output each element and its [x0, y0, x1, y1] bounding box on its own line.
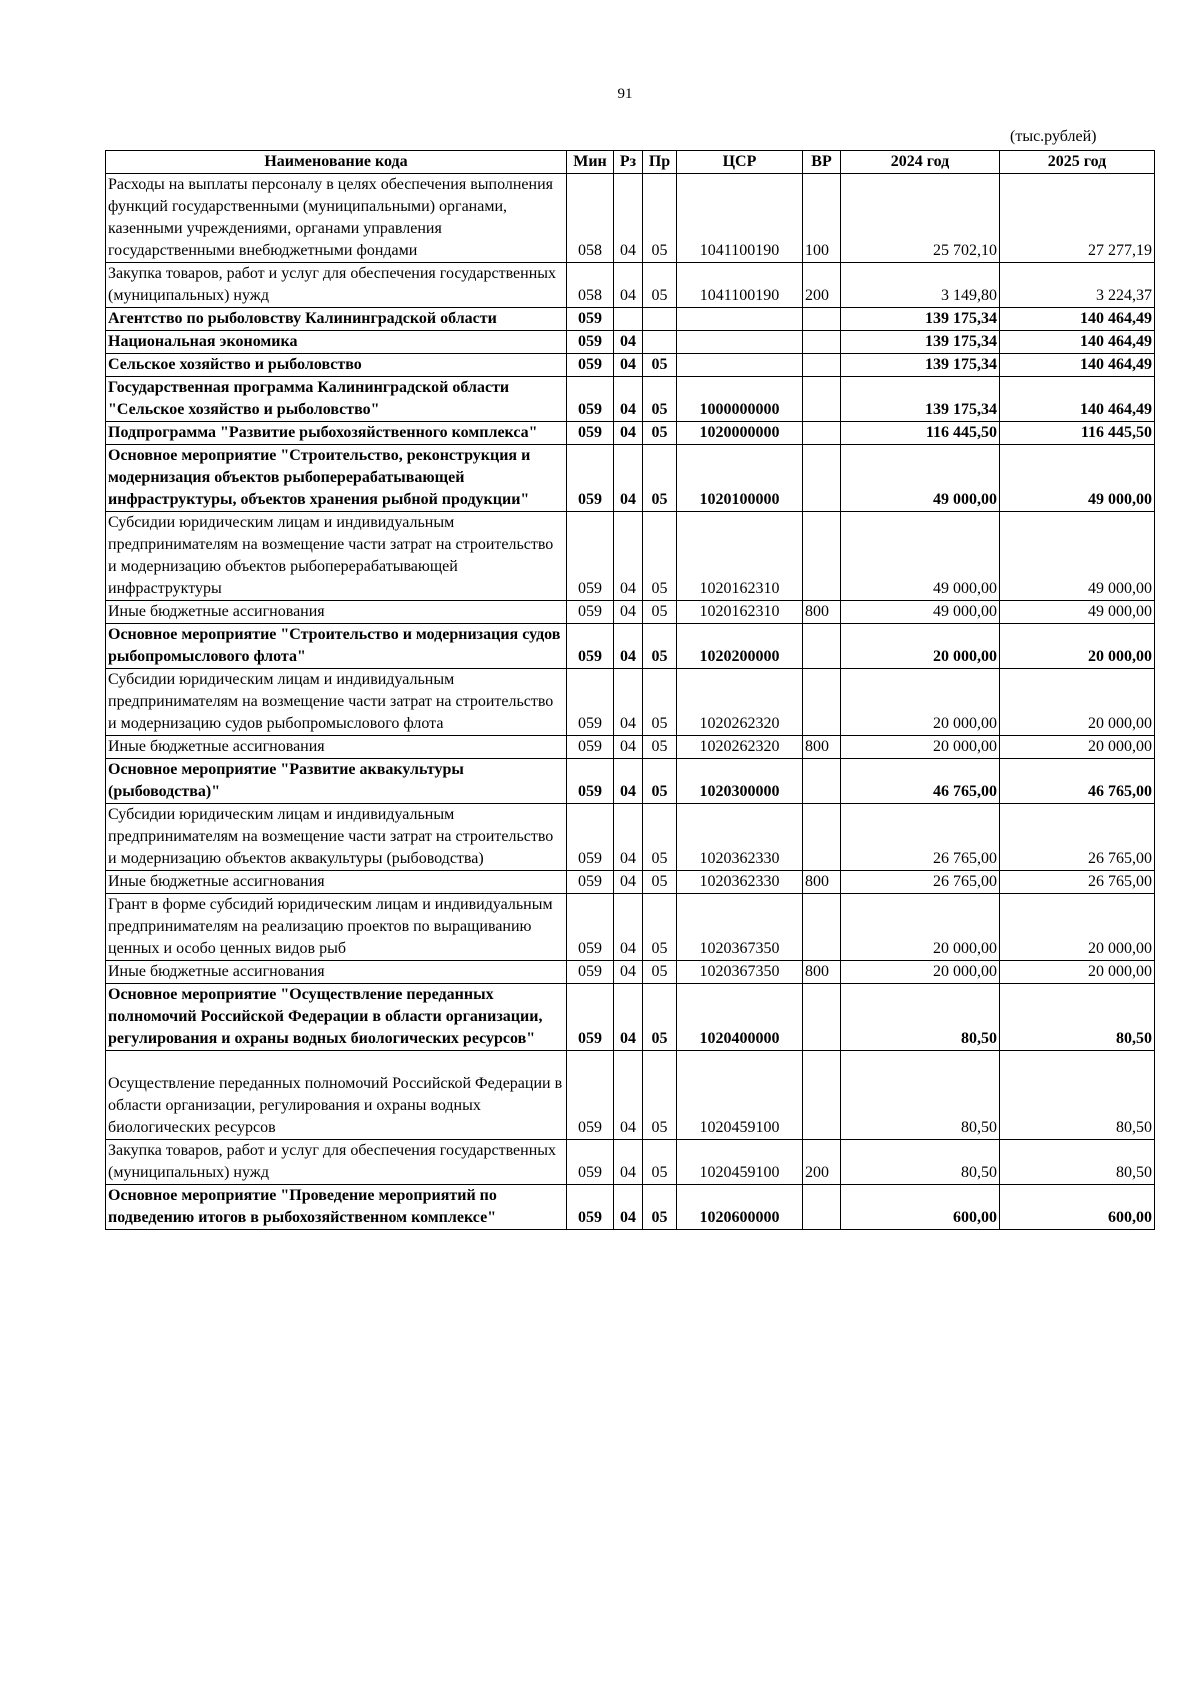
units-label: (тыс.рублей) — [1010, 128, 1097, 145]
cell-vr — [803, 804, 841, 871]
cell-csr: 1020362330 — [677, 804, 803, 871]
cell-2024: 139 175,34 — [841, 377, 1000, 422]
cell-pr: 05 — [643, 984, 677, 1051]
cell-2025: 26 765,00 — [1000, 804, 1155, 871]
cell-min: 059 — [567, 871, 614, 894]
cell-pr: 05 — [643, 422, 677, 445]
cell-2025: 80,50 — [1000, 1140, 1155, 1185]
cell-pr: 05 — [643, 894, 677, 961]
cell-vr — [803, 984, 841, 1051]
table-row — [106, 624, 1155, 669]
cell-2025: 140 464,49 — [1000, 331, 1155, 354]
cell-pr: 05 — [643, 601, 677, 624]
cell-min: 059 — [567, 759, 614, 804]
table-row — [106, 1140, 1155, 1185]
table-row — [106, 422, 1155, 445]
cell-2024: 139 175,34 — [841, 308, 1000, 331]
table-row — [106, 445, 1155, 512]
cell-name: Закупка товаров, работ и услуг для обеспечения государственных (муниципальных) нужд — [106, 263, 567, 308]
cell-2024: 49 000,00 — [841, 601, 1000, 624]
cell-2025: 46 765,00 — [1000, 759, 1155, 804]
cell-2025: 600,00 — [1000, 1185, 1155, 1230]
cell-csr — [677, 354, 803, 377]
budget-table — [105, 150, 1155, 1230]
table-row — [106, 512, 1155, 601]
cell-min: 058 — [567, 263, 614, 308]
cell-rz — [614, 308, 643, 331]
cell-vr: 800 — [803, 871, 841, 894]
cell-min: 059 — [567, 736, 614, 759]
cell-vr: 800 — [803, 961, 841, 984]
cell-name: Расходы на выплаты персоналу в целях обеспечения выполнения функций государственными (муниципальными) органами, казенными учреждениями, органами управления государственными внебюджетными фондами — [106, 174, 567, 263]
cell-min: 059 — [567, 804, 614, 871]
cell-2024: 26 765,00 — [841, 871, 1000, 894]
table-row — [106, 377, 1155, 422]
cell-min: 059 — [567, 1185, 614, 1230]
cell-name: Иные бюджетные ассигнования — [106, 961, 567, 984]
cell-name: Государственная программа Калининградской области "Сельское хозяйство и рыболовство" — [106, 377, 567, 422]
cell-csr: 1041100190 — [677, 174, 803, 263]
cell-rz: 04 — [614, 354, 643, 377]
header-2024: 2024 год — [841, 151, 1000, 174]
cell-pr: 05 — [643, 736, 677, 759]
cell-vr: 200 — [803, 1140, 841, 1185]
cell-rz: 04 — [614, 1140, 643, 1185]
cell-2025: 20 000,00 — [1000, 624, 1155, 669]
cell-name: Грант в форме субсидий юридическим лицам и индивидуальным предпринимателям на реализацию проектов по выращиванию ценных и особо ценных видов рыб — [106, 894, 567, 961]
cell-name: Агентство по рыболовству Калининградской области — [106, 308, 567, 331]
table-row — [106, 961, 1155, 984]
header-vr: ВР — [803, 151, 841, 174]
cell-pr: 05 — [643, 871, 677, 894]
cell-min: 059 — [567, 984, 614, 1051]
cell-pr — [643, 308, 677, 331]
cell-name: Осуществление переданных полномочий Российской Федерации в области организации, регулирования и охраны водных биологических ресурсов — [106, 1051, 567, 1140]
cell-csr: 1020367350 — [677, 894, 803, 961]
header-rz: Рз — [614, 151, 643, 174]
cell-2024: 80,50 — [841, 984, 1000, 1051]
cell-csr: 1041100190 — [677, 263, 803, 308]
cell-rz: 04 — [614, 512, 643, 601]
cell-min: 059 — [567, 894, 614, 961]
cell-vr — [803, 445, 841, 512]
cell-csr: 1020000000 — [677, 422, 803, 445]
header-name: Наименование кода — [106, 151, 567, 174]
cell-name: Основное мероприятие "Развитие аквакультуры (рыбоводства)" — [106, 759, 567, 804]
cell-pr: 05 — [643, 445, 677, 512]
cell-rz: 04 — [614, 894, 643, 961]
cell-pr: 05 — [643, 354, 677, 377]
cell-csr: 1020162310 — [677, 601, 803, 624]
cell-2025: 3 224,37 — [1000, 263, 1155, 308]
table-row — [106, 174, 1155, 263]
cell-name: Иные бюджетные ассигнования — [106, 871, 567, 894]
cell-2025: 140 464,49 — [1000, 377, 1155, 422]
cell-vr: 100 — [803, 174, 841, 263]
table-row — [106, 331, 1155, 354]
cell-min: 059 — [567, 624, 614, 669]
cell-2024: 116 445,50 — [841, 422, 1000, 445]
cell-rz: 04 — [614, 263, 643, 308]
cell-2025: 140 464,49 — [1000, 308, 1155, 331]
table-row — [106, 354, 1155, 377]
cell-rz: 04 — [614, 984, 643, 1051]
cell-csr — [677, 308, 803, 331]
cell-vr — [803, 308, 841, 331]
cell-csr: 1000000000 — [677, 377, 803, 422]
table-header-row — [106, 151, 1155, 174]
cell-pr — [643, 331, 677, 354]
table-row — [106, 804, 1155, 871]
cell-rz: 04 — [614, 961, 643, 984]
cell-rz: 04 — [614, 174, 643, 263]
cell-2024: 600,00 — [841, 1185, 1000, 1230]
cell-vr — [803, 331, 841, 354]
cell-csr: 1020362330 — [677, 871, 803, 894]
cell-name: Иные бюджетные ассигнования — [106, 601, 567, 624]
cell-2025: 26 765,00 — [1000, 871, 1155, 894]
cell-rz: 04 — [614, 1051, 643, 1140]
cell-vr — [803, 512, 841, 601]
cell-name: Основное мероприятие "Строительство, реконструкция и модернизация объектов рыбоперерабатывающей инфраструктуры, объектов хранения рыбной продукции" — [106, 445, 567, 512]
cell-vr: 800 — [803, 736, 841, 759]
cell-name: Субсидии юридическим лицам и индивидуальным предпринимателям на возмещение части затрат на строительство и модернизацию судов рыбопромыслового флота — [106, 669, 567, 736]
cell-pr: 05 — [643, 512, 677, 601]
header-pr: Пр — [643, 151, 677, 174]
table-body — [106, 174, 1155, 1230]
cell-min: 059 — [567, 377, 614, 422]
table-row — [106, 984, 1155, 1051]
cell-csr: 1020367350 — [677, 961, 803, 984]
cell-2025: 49 000,00 — [1000, 601, 1155, 624]
cell-min: 059 — [567, 331, 614, 354]
cell-vr — [803, 377, 841, 422]
cell-min: 058 — [567, 174, 614, 263]
cell-rz: 04 — [614, 1185, 643, 1230]
cell-2025: 20 000,00 — [1000, 961, 1155, 984]
cell-pr: 05 — [643, 263, 677, 308]
cell-min: 059 — [567, 669, 614, 736]
cell-2024: 80,50 — [841, 1051, 1000, 1140]
cell-2024: 25 702,10 — [841, 174, 1000, 263]
cell-2025: 80,50 — [1000, 984, 1155, 1051]
cell-rz: 04 — [614, 669, 643, 736]
cell-csr: 1020600000 — [677, 1185, 803, 1230]
cell-min: 059 — [567, 308, 614, 331]
cell-csr: 1020162310 — [677, 512, 803, 601]
table-row — [106, 1185, 1155, 1230]
cell-pr: 05 — [643, 174, 677, 263]
cell-2024: 20 000,00 — [841, 624, 1000, 669]
cell-2025: 20 000,00 — [1000, 736, 1155, 759]
cell-min: 059 — [567, 601, 614, 624]
cell-pr: 05 — [643, 377, 677, 422]
cell-name: Субсидии юридическим лицам и индивидуальным предпринимателям на возмещение части затрат на строительство и модернизацию объектов аквакультуры (рыбоводства) — [106, 804, 567, 871]
header-2025: 2025 год — [1000, 151, 1155, 174]
table-row — [106, 736, 1155, 759]
cell-rz: 04 — [614, 871, 643, 894]
cell-min: 059 — [567, 445, 614, 512]
cell-rz: 04 — [614, 377, 643, 422]
table-row — [106, 308, 1155, 331]
cell-2025: 27 277,19 — [1000, 174, 1155, 263]
cell-vr — [803, 669, 841, 736]
cell-2024: 20 000,00 — [841, 961, 1000, 984]
cell-pr: 05 — [643, 1051, 677, 1140]
cell-2025: 49 000,00 — [1000, 445, 1155, 512]
cell-rz: 04 — [614, 445, 643, 512]
cell-2025: 20 000,00 — [1000, 669, 1155, 736]
cell-min: 059 — [567, 422, 614, 445]
cell-2024: 20 000,00 — [841, 894, 1000, 961]
cell-csr: 1020200000 — [677, 624, 803, 669]
cell-2025: 49 000,00 — [1000, 512, 1155, 601]
cell-rz: 04 — [614, 736, 643, 759]
table-row — [106, 669, 1155, 736]
header-min: Мин — [567, 151, 614, 174]
cell-vr: 200 — [803, 263, 841, 308]
cell-2024: 46 765,00 — [841, 759, 1000, 804]
cell-name: Сельское хозяйство и рыболовство — [106, 354, 567, 377]
cell-pr: 05 — [643, 624, 677, 669]
table-row — [106, 263, 1155, 308]
cell-name: Субсидии юридическим лицам и индивидуальным предпринимателям на возмещение части затрат на строительство и модернизацию объектов рыбоперерабатывающей инфраструктуры — [106, 512, 567, 601]
cell-2024: 20 000,00 — [841, 669, 1000, 736]
table-row — [106, 894, 1155, 961]
cell-2024: 26 765,00 — [841, 804, 1000, 871]
cell-vr — [803, 1185, 841, 1230]
cell-name: Основное мероприятие "Осуществление переданных полномочий Российской Федерации в области организации, регулирования и охраны водных биологических ресурсов" — [106, 984, 567, 1051]
cell-rz: 04 — [614, 331, 643, 354]
cell-name: Основное мероприятие "Строительство и модернизация судов рыбопромыслового флота" — [106, 624, 567, 669]
cell-csr: 1020100000 — [677, 445, 803, 512]
cell-csr: 1020300000 — [677, 759, 803, 804]
cell-rz: 04 — [614, 422, 643, 445]
cell-2025: 140 464,49 — [1000, 354, 1155, 377]
table-row — [106, 871, 1155, 894]
cell-csr: 1020400000 — [677, 984, 803, 1051]
cell-rz: 04 — [614, 804, 643, 871]
cell-2024: 20 000,00 — [841, 736, 1000, 759]
cell-vr — [803, 624, 841, 669]
cell-min: 059 — [567, 961, 614, 984]
cell-pr: 05 — [643, 804, 677, 871]
cell-name: Подпрограмма "Развитие рыбохозяйственного комплекса" — [106, 422, 567, 445]
cell-csr: 1020262320 — [677, 669, 803, 736]
cell-min: 059 — [567, 1051, 614, 1140]
cell-2024: 139 175,34 — [841, 354, 1000, 377]
cell-vr: 800 — [803, 601, 841, 624]
cell-vr — [803, 422, 841, 445]
cell-csr — [677, 331, 803, 354]
cell-pr: 05 — [643, 669, 677, 736]
table-row — [106, 1051, 1155, 1140]
cell-pr: 05 — [643, 1140, 677, 1185]
table-row — [106, 601, 1155, 624]
cell-rz: 04 — [614, 601, 643, 624]
cell-name: Закупка товаров, работ и услуг для обеспечения государственных (муниципальных) нужд — [106, 1140, 567, 1185]
cell-vr — [803, 759, 841, 804]
cell-csr: 1020262320 — [677, 736, 803, 759]
cell-min: 059 — [567, 1140, 614, 1185]
cell-2024: 3 149,80 — [841, 263, 1000, 308]
cell-pr: 05 — [643, 961, 677, 984]
page-number: 91 — [617, 86, 633, 102]
cell-pr: 05 — [643, 759, 677, 804]
table-row — [106, 759, 1155, 804]
cell-2025: 20 000,00 — [1000, 894, 1155, 961]
cell-vr — [803, 1051, 841, 1140]
cell-rz: 04 — [614, 759, 643, 804]
cell-name: Основное мероприятие "Проведение мероприятий по подведению итогов в рыбохозяйственном комплексе" — [106, 1185, 567, 1230]
cell-name: Национальная экономика — [106, 331, 567, 354]
cell-csr: 1020459100 — [677, 1051, 803, 1140]
cell-2025: 116 445,50 — [1000, 422, 1155, 445]
cell-min: 059 — [567, 354, 614, 377]
cell-2024: 139 175,34 — [841, 331, 1000, 354]
cell-min: 059 — [567, 512, 614, 601]
cell-name: Иные бюджетные ассигнования — [106, 736, 567, 759]
cell-vr — [803, 354, 841, 377]
cell-vr — [803, 894, 841, 961]
cell-2024: 49 000,00 — [841, 512, 1000, 601]
cell-csr: 1020459100 — [677, 1140, 803, 1185]
header-csr: ЦСР — [677, 151, 803, 174]
cell-pr: 05 — [643, 1185, 677, 1230]
cell-rz: 04 — [614, 624, 643, 669]
cell-2025: 80,50 — [1000, 1051, 1155, 1140]
cell-2024: 80,50 — [841, 1140, 1000, 1185]
cell-2024: 49 000,00 — [841, 445, 1000, 512]
